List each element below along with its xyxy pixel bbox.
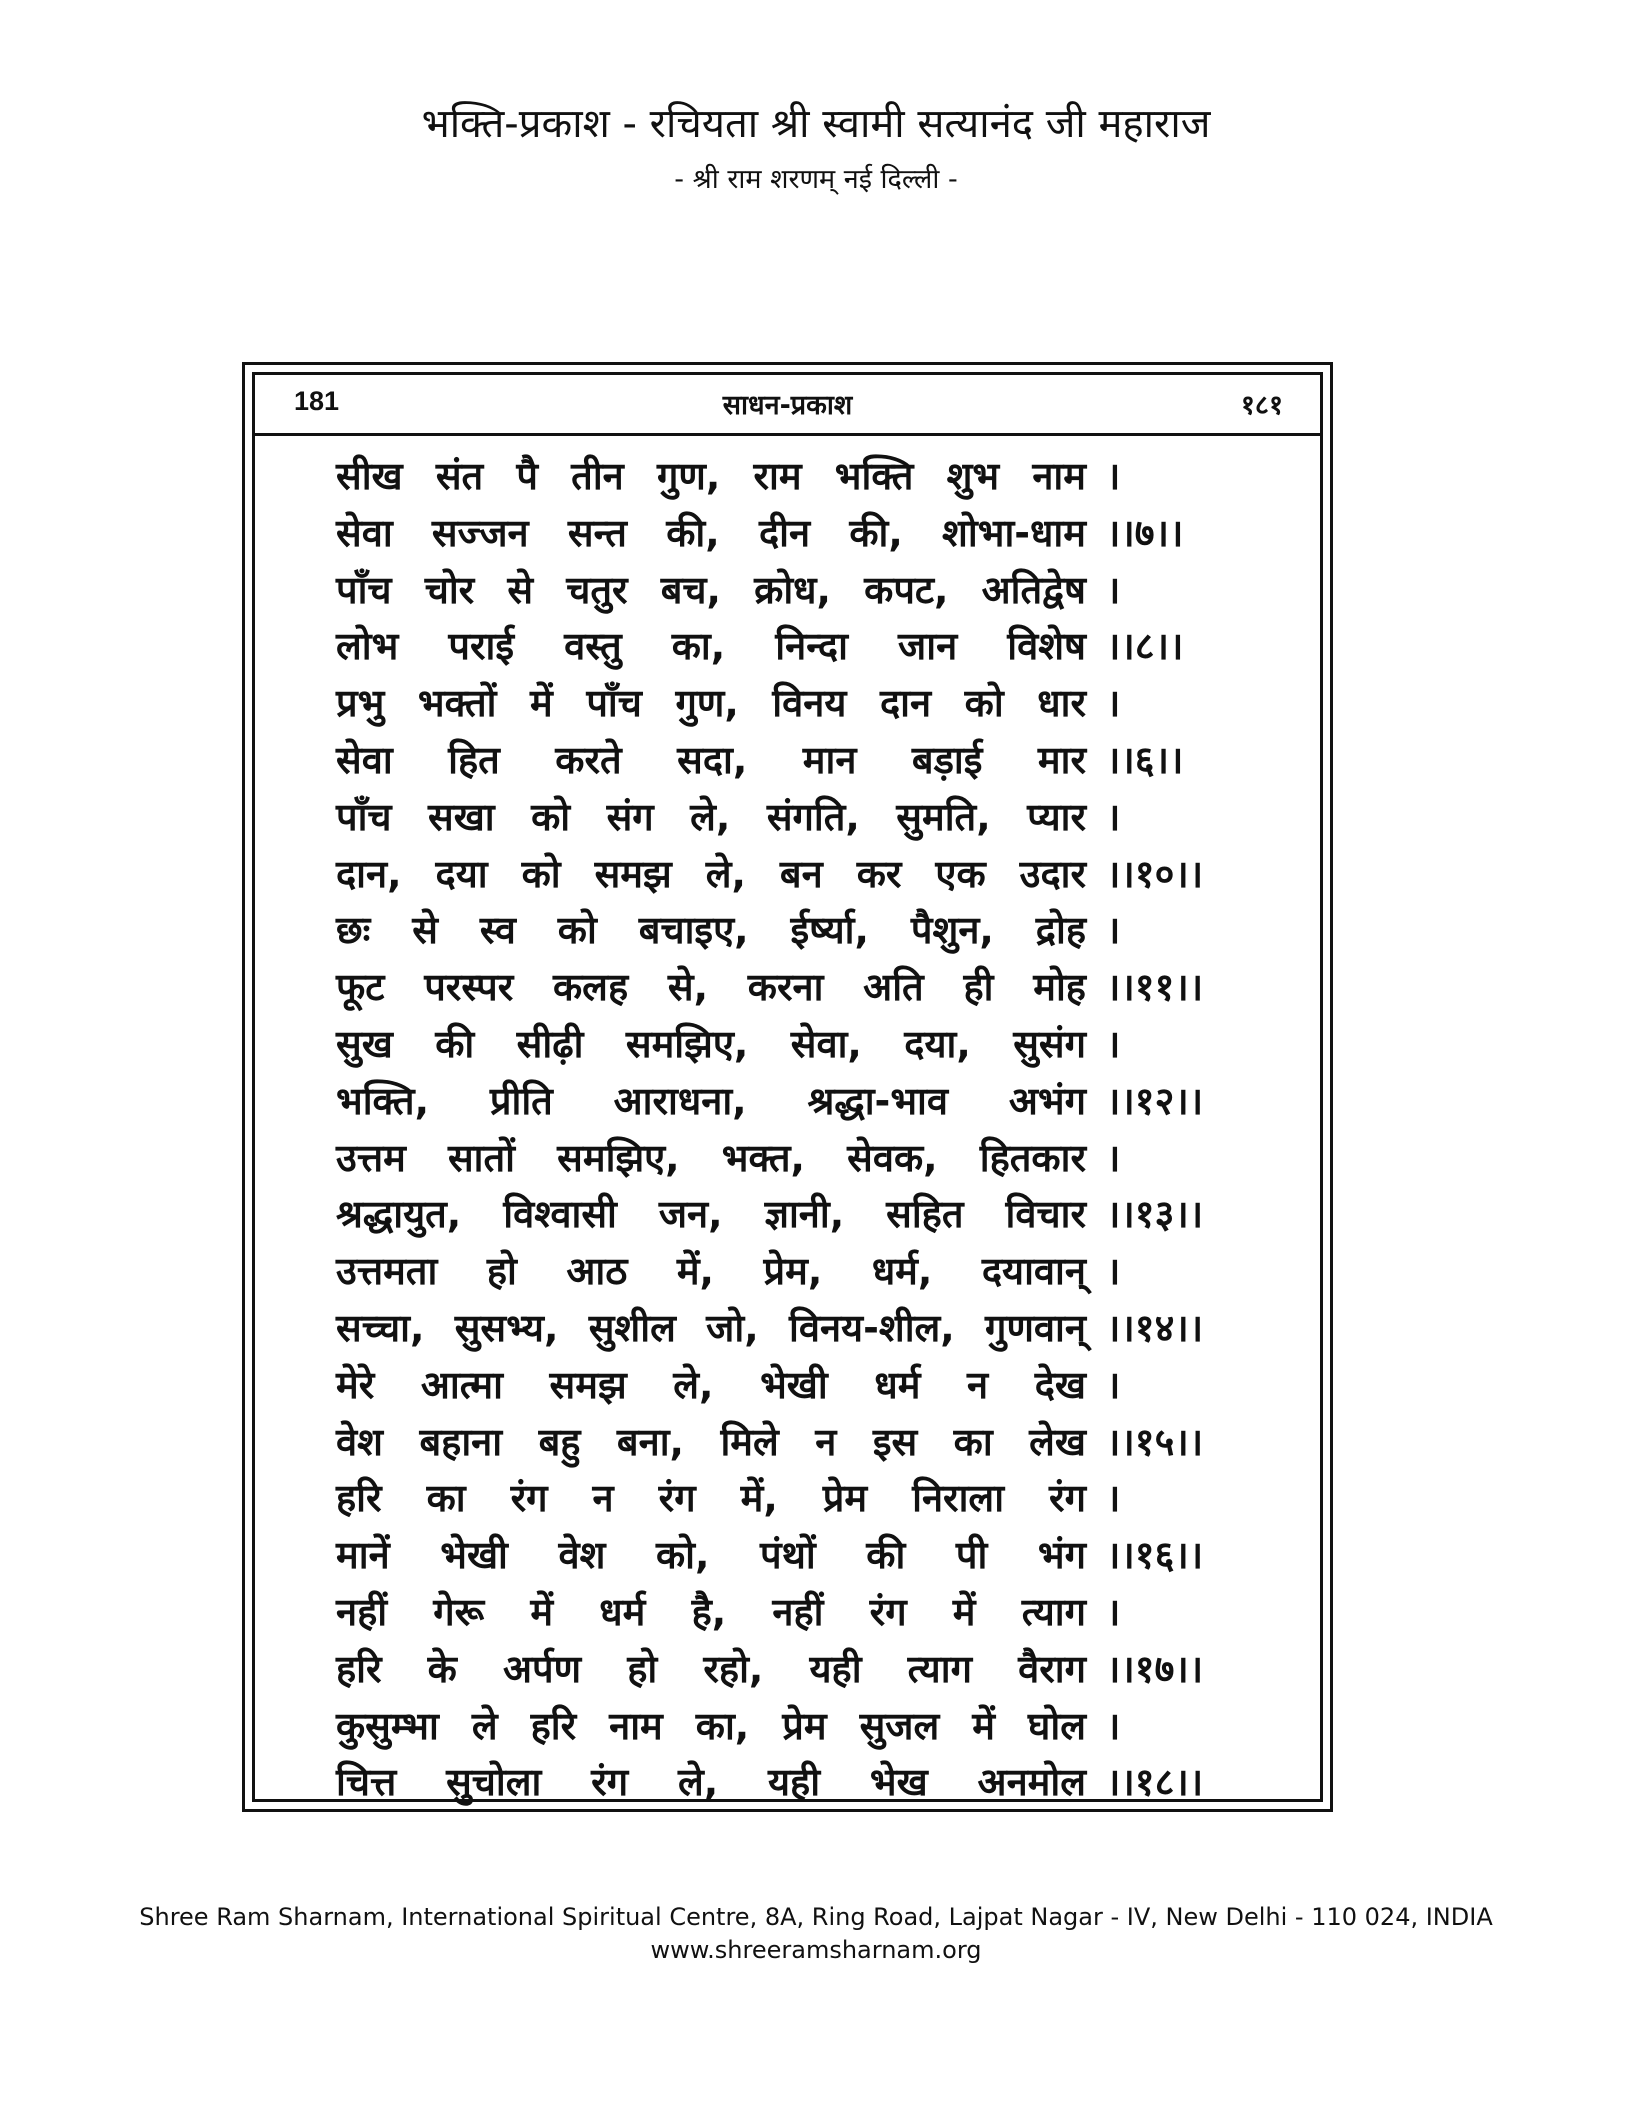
verse-text: सच्चा, सुसभ्य, सुशील जो, विनय-शील, गुणवान् — [336, 1305, 1086, 1350]
verse-line — [336, 732, 1246, 789]
verse-mark: । — [1106, 454, 1121, 498]
verse-text: सीख संत पै तीन गुण, राम भक्ति शुभ नाम — [336, 454, 1086, 498]
verse-line — [336, 1754, 1246, 1811]
verse-line — [336, 1073, 1246, 1130]
verse-mark: ।।१०।। — [1106, 851, 1204, 896]
page-number-latin: 181 — [294, 386, 340, 416]
verse-text: छः से स्व को बचाइए, ईर्ष्या, पैशुन, द्रोह — [336, 908, 1086, 953]
verse-mark: ।।११।। — [1106, 965, 1204, 1010]
verse-text: मानें भेखी वेश को, पंथों की पी भंग — [336, 1533, 1086, 1578]
verse-line — [336, 902, 1246, 959]
verse-mark: ।।७।। — [1106, 510, 1184, 555]
verse-mark: । — [1106, 1476, 1121, 1521]
verse-line — [336, 789, 1246, 846]
verse-text: पाँच सखा को संग ले, संगति, सुमति, प्यार — [336, 794, 1086, 839]
verse-text: पाँच चोर से चतुर बच, क्रोध, कपट, अतिद्वेष — [336, 567, 1086, 612]
verse-text: दान, दया को समझ ले, बन कर एक उदार — [336, 851, 1086, 896]
verse-mark: । — [1106, 794, 1121, 839]
footer-address: Shree Ram Sharnam, International Spiritual Centre, 8A, Ring Road, Lajpat Nagar - IV, New Delhi - 110 024, INDIA — [139, 1903, 1493, 1931]
verse-text: लोभ पराई वस्तु का, निन्दा जान विशेष — [336, 624, 1086, 669]
verse-text: प्रभु भक्तों में पाँच गुण, विनय दान को धार — [336, 681, 1086, 726]
verse-text: उत्तम सातों समझिए, भक्त, सेवक, हितकार — [336, 1135, 1086, 1180]
verse-text: नहीं गेरू में धर्म है, नहीं रंग में त्याग — [336, 1589, 1086, 1634]
verse-mark: । — [1106, 1589, 1121, 1634]
verse-line — [336, 1414, 1246, 1471]
verse-text: मेरे आत्मा समझ ले, भेखी धर्म न देख — [336, 1362, 1086, 1407]
verse-line — [336, 959, 1246, 1016]
book-title: भक्ति-प्रकाश - रचियता श्री स्वामी सत्यानंद जी महाराज — [421, 101, 1211, 147]
verse-mark: ।।१८।। — [1106, 1760, 1204, 1805]
verse-line — [336, 618, 1246, 675]
verse-text: भक्ति, प्रीति आराधना, श्रद्धा-भाव अभंग — [336, 1078, 1086, 1123]
verse-mark: । — [1106, 1362, 1121, 1407]
verse-mark: ।।१७।। — [1106, 1646, 1204, 1691]
verse-line — [336, 1698, 1246, 1755]
verse-text: चित्त सुचोला रंग ले, यही भेख अनमोल — [336, 1760, 1086, 1805]
verse-line — [336, 1243, 1246, 1300]
verse-line — [336, 1300, 1246, 1357]
verse-mark: ।।८।। — [1106, 624, 1184, 669]
verse-text: सेवा हित करते सदा, मान बड़ाई मार — [336, 737, 1086, 782]
verse-text: सुख की सीढ़ी समझिए, सेवा, दया, सुसंग — [336, 1021, 1086, 1066]
verse-text: फूट परस्पर कलह से, करना अति ही मोह — [336, 965, 1086, 1010]
verse-line — [336, 1130, 1246, 1187]
verse-mark: । — [1106, 681, 1121, 726]
verse-line — [336, 846, 1246, 903]
verse-mark: । — [1106, 1135, 1121, 1180]
verse-line — [336, 1584, 1246, 1641]
verse-line — [336, 1357, 1246, 1414]
verse-text: वेश बहाना बहु बना, मिले न इस का लेख — [336, 1419, 1086, 1464]
verse-mark: ।।१५।। — [1106, 1419, 1204, 1464]
verse-line — [336, 448, 1246, 505]
verse-line — [336, 1527, 1246, 1584]
verse-text: कुसुम्भा ले हरि नाम का, प्रेम सुजल में घोल — [336, 1703, 1086, 1748]
verse-line — [336, 675, 1246, 732]
verse-mark: ।।६।। — [1106, 737, 1184, 782]
verse-mark: । — [1106, 1703, 1121, 1748]
verse-text: हरि का रंग न रंग में, प्रेम निराला रंग — [336, 1476, 1086, 1521]
verse-text: उत्तमता हो आठ में, प्रेम, धर्म, दयावान् — [336, 1249, 1086, 1294]
verse-block — [336, 448, 1246, 1811]
verse-line — [336, 505, 1246, 562]
verse-line — [336, 562, 1246, 619]
page-header-bar — [252, 372, 1323, 436]
verse-text: श्रद्धायुत, विश्वासी जन, ज्ञानी, सहित विचार — [336, 1192, 1086, 1237]
verse-mark: । — [1106, 1249, 1121, 1294]
verse-mark: । — [1106, 908, 1121, 953]
footer-website-link[interactable]: www.shreeramsharnam.org — [650, 1936, 982, 1964]
verse-line — [336, 1016, 1246, 1073]
verse-line — [336, 1470, 1246, 1527]
verse-line — [336, 1186, 1246, 1243]
verse-text: हरि के अर्पण हो रहो, यही त्याग वैराग — [336, 1646, 1086, 1691]
verse-text: सेवा सज्जन सन्त की, दीन की, शोभा-धाम — [336, 510, 1086, 555]
verse-mark: ।।१६।। — [1106, 1533, 1204, 1578]
verse-mark: ।।१२।। — [1106, 1078, 1204, 1123]
verse-mark: । — [1106, 1021, 1121, 1066]
section-title: साधन-प्रकाश — [722, 390, 853, 421]
page-number-devanagari: १८१ — [1240, 390, 1283, 421]
verse-mark: । — [1106, 567, 1121, 612]
publisher-subtitle: - श्री राम शरणम् नई दिल्ली - — [674, 164, 958, 195]
verse-mark: ।।१३।। — [1106, 1192, 1204, 1237]
verse-line — [336, 1641, 1246, 1698]
verse-mark: ।।१४।। — [1106, 1305, 1204, 1350]
